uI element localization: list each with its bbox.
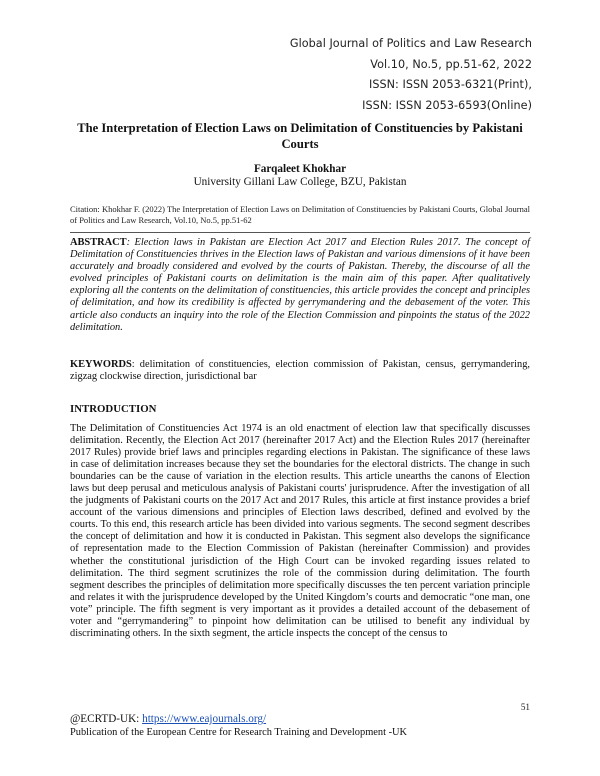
- org-handle: @ECRTD-UK:: [70, 713, 143, 725]
- journal-url-link[interactable]: https://www.eajournals.org/: [142, 713, 267, 725]
- issn-print: ISSN: ISSN 2053-6321(Print),: [368, 78, 532, 91]
- article-author: Farqaleet Khokhar: [253, 163, 347, 175]
- section-heading-introduction: INTRODUCTION: [70, 403, 157, 415]
- journal-header: [290, 34, 532, 116]
- article-title: The Interpretation of Election Laws on Delimitation of Constituencies by Pakistani Courts: [77, 121, 523, 151]
- footer-org: [70, 713, 266, 725]
- issn-online: ISSN: ISSN 2053-6593(Online): [362, 98, 532, 112]
- author-affiliation: University Gillani Law College, BZU, Pakistan: [193, 176, 407, 188]
- citation-divider: [70, 232, 530, 233]
- journal-name: Global Journal of Politics and Law Research: [289, 37, 532, 50]
- abstract-text: : Election laws in Pakistan are Election Act 2017 and Election Rules 2017. The concept of Delimitation of Constituencies thrives in the Election laws of Pakistan and various dimensions of it have been accurately and broadly considered and evolved by the courts of Pakistan. Thereby, the discourse of all the evolved principles of Pakistani courts on delimitation is the main aim of this paper. After qualitatively exploring all the contents on the delimitation of constituencies, this article provides the concept and principles of delimitation, and how its credibility is affected by gerrymandering and the debasement of the voter. This article also conducts an inquiry into the role of the Election Commission and pinpoints the status of the 2022 delimitation.: [70, 237, 530, 333]
- abstract-label: ABSTRACT: [70, 237, 127, 248]
- citation: Citation: Khokhar F. (2022) The Interpretation of Election Laws on Delimitation of Constituencies by Pakistani Courts, Global Journal of Politics and Law Research, Vol.10, No.5, pp.51-62: [70, 204, 530, 225]
- keywords-text: : delimitation of constituencies, election commission of Pakistan, census, gerrymandering, zigzag clockwise direction, jurisdictional bar: [70, 359, 530, 382]
- journal-volume: Vol.10, No.5, pp.51-62, 2022: [370, 57, 532, 71]
- keywords: [70, 359, 530, 383]
- introduction-paragraph: The Delimitation of Constituencies Act 1974 is an old enactment of election law that specifically discusses delimitation. Recently, the Election Act 2017 (hereinafter 2017 Act) and the Election Rules 2017 (hereinafter 2017 Rules) provide brief laws and principles regarding elections in Pakistan. The significance of these laws in case of delimitation increases because they set the boundaries for the electoral districts. The change in such boundaries can be the cause of variation in the election results. This article unearths the canons of Election laws but deep perusal and meticulous analysis of Pakistani courts' jurisprudence. After the investigation of all the judgments of Pakistani courts on the 2017 Act and 2017 Rules, this article at first instance provides a brief account of the various dimensions and principles of Election laws described, defined and evolved by the courts. To this end, this research article has been divided into various segments. The second segment describes the concept of delimitation and how it is conducted in Pakistan. This segment also develops the significance of representation made to the Election Commission of Pakistan (hereinafter Commission) and provides whether the constitutional jurisdiction of the High Court can be invoked regarding issues related to delimitation. The third segment scrutinizes the role of the commission during delimitation. The fourth segment describes the principles of delimitation more specifically discusses the ten percent variation principle and relates it with the jurisprudence developed by the United Kingdom’s courts and democratic “one man, one vote” principle. The fifth segment is very important as it provides a detailed account of the debasement of voter and “gerrymandering” to pinpoint how delimitation can be utilised to benefit any individual by discriminating others. In the sixth segment, the article inspects the concept of the census to: [70, 423, 530, 639]
- keywords-label: KEYWORDS: [70, 359, 132, 370]
- abstract: [70, 237, 530, 334]
- publisher-line: Publication of the European Centre for Research Training and Development -UK: [70, 727, 408, 738]
- page-number: 51: [520, 702, 530, 712]
